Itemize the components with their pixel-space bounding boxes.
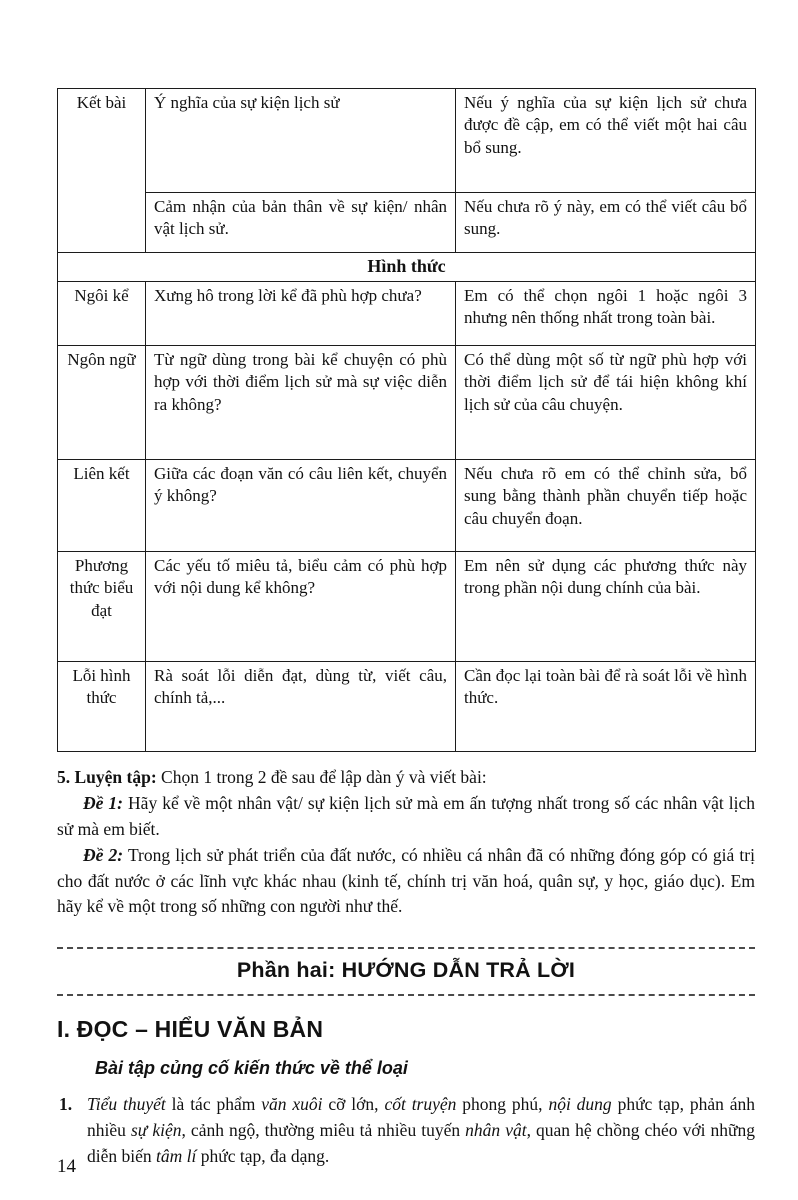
guidance-cell: Cần đọc lại toàn bài để rà soát lỗi về hình thức.: [456, 662, 756, 752]
table-row: [58, 662, 756, 752]
exercise-5-paragraph: [57, 765, 755, 791]
guidance-cell: Em nên sử dụng các phương thức này trong phần nội dung chính của bài.: [456, 552, 756, 662]
part-two-title: Phần hai: HƯỚNG DẪN TRẢ LỜI: [236, 958, 576, 983]
guidance-cell: Nếu ý nghĩa của sự kiện lịch sử chưa được đề cập, em có thể viết một hai câu bổ sung.: [456, 89, 756, 193]
item-1-run: Tiểu thuyết: [87, 1094, 166, 1115]
item-1-run: văn xuôi: [261, 1094, 323, 1115]
writing-review-table: [57, 88, 756, 752]
row-label-loi-hinh-thuc: Lỗi hình thức: [58, 662, 146, 752]
item-1-run: cốt truyện: [384, 1094, 457, 1115]
table-section-header-row: [58, 253, 756, 282]
criteria-cell: Cảm nhận của bản thân về sự kiện/ nhân vật lịch sử.: [146, 193, 456, 253]
criteria-cell: Ý nghĩa của sự kiện lịch sử: [146, 89, 456, 193]
exercise-5-intro: Chọn 1 trong 2 đề sau để lập dàn ý và viết bài:: [156, 767, 487, 787]
table-row: [58, 346, 756, 460]
item-1-run: sự kiện: [130, 1120, 182, 1141]
topic-1-paragraph: [57, 791, 755, 843]
exercise-5-heading: 5. Luyện tập:: [57, 767, 157, 787]
topic-1-text: Hãy kể về một nhân vật/ sự kiện lịch sử mà em ấn tượng nhất trong số các nhân vật lịch sử mà em biết.: [57, 792, 755, 839]
topic-2-text: Trong lịch sử phát triển của đất nước, có nhiều cá nhân đã có những đóng góp có giá trị cho đất nước ở các lĩnh vực khác nhau (kinh tế, chính trị văn hoá, quân sự, y học, giáo dục). Em hãy kể về một trong số những con người như thế.: [57, 844, 755, 917]
guidance-cell: Em có thể chọn ngôi 1 hoặc ngôi 3 nhưng nên thống nhất trong toàn bài.: [456, 282, 756, 346]
item-1-run: phức tạp, phản ánh nhiều: [87, 1094, 756, 1141]
table-row: [58, 460, 756, 552]
item-1-run: , cảnh ngộ, thường miêu tả nhiều tuyến: [181, 1120, 466, 1141]
criteria-cell: Rà soát lỗi diễn đạt, dùng từ, viết câu, chính tả,...: [146, 662, 456, 752]
row-label-lien-ket: Liên kết: [58, 460, 146, 552]
topic-2-paragraph: [57, 843, 755, 921]
table-row: [58, 89, 756, 193]
row-label-ngon-ngu: Ngôn ngữ: [58, 346, 146, 460]
section-1-title: I. ĐỌC – HIỂU VĂN BẢN: [57, 1016, 324, 1043]
item-1-run: phong phú,: [456, 1094, 549, 1115]
guidance-cell: Nếu chưa rõ ý này, em có thể viết câu bổ sung.: [456, 193, 756, 253]
criteria-cell: Giữa các đoạn văn có câu liên kết, chuyển ý không?: [146, 460, 456, 552]
guidance-cell: Nếu chưa rõ em có thể chỉnh sửa, bổ sung bằng thành phần chuyển tiếp hoặc câu chuyển đoạn.: [456, 460, 756, 552]
section-header-hinh-thuc: Hình thức: [58, 253, 756, 282]
row-label-ket-bai: Kết bài: [58, 89, 146, 253]
item-1-run: nội dung: [548, 1094, 612, 1115]
row-label-ngoi-ke: Ngôi kể: [58, 282, 146, 346]
item-1-run: cỡ lớn,: [322, 1094, 385, 1115]
part-two-banner: [57, 947, 755, 996]
table-row: [58, 193, 756, 253]
guidance-cell: Có thể dùng một số từ ngữ phù hợp với thời điểm lịch sử để tái hiện không khí lịch sử của câu chuyện.: [456, 346, 756, 460]
row-label-phuong-thuc-bieu-dat: Phương thức biểu đạt: [58, 552, 146, 662]
table-row: [58, 552, 756, 662]
item-1-run: nhân vật: [465, 1120, 527, 1141]
section-1-subtitle: Bài tập củng cố kiến thức về thể loại: [95, 1058, 408, 1079]
item-1-run: tâm lí: [156, 1146, 197, 1167]
table-row: [58, 282, 756, 346]
criteria-cell: Từ ngữ dùng trong bài kể chuyện có phù hợp với thời điểm lịch sử mà sự việc diễn ra không?: [146, 346, 456, 460]
topic-2-label: Đề 2:: [83, 844, 124, 865]
item-1-run: phức tạp, đa dạng.: [196, 1146, 330, 1167]
criteria-cell: Các yếu tố miêu tả, biểu cảm có phù hợp với nội dung kể không?: [146, 552, 456, 662]
item-number: 1.: [59, 1094, 73, 1115]
item-1-run: , quan hệ chồng chéo với những diễn biến: [87, 1120, 755, 1167]
page-number: 14: [57, 1156, 76, 1177]
criteria-cell: Xưng hô trong lời kể đã phù hợp chưa?: [146, 282, 456, 346]
item-1-run: là tác phẩm: [165, 1094, 262, 1115]
topic-1-label: Đề 1:: [83, 792, 124, 813]
answer-item-1: [57, 1092, 755, 1170]
